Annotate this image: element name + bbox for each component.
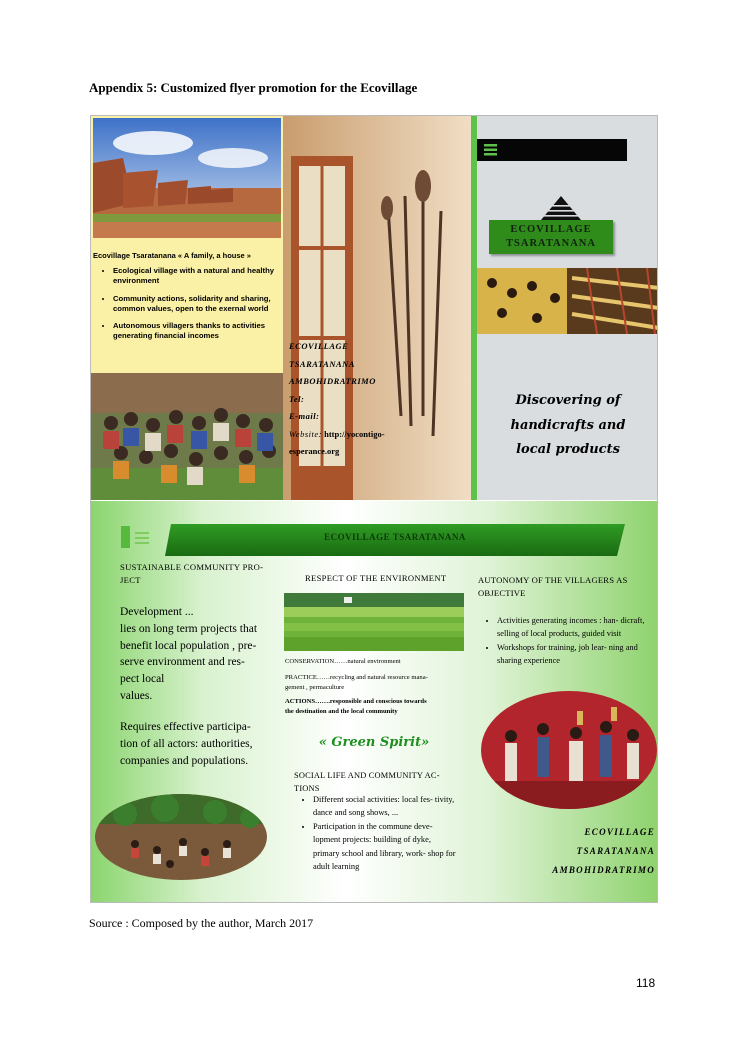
social-bullet-list [295,793,459,873]
tel-label: Tel: [289,393,305,404]
bullet-item: • Community actions, solidarity and sharing, common values, open to the exernal world [113,294,281,315]
group-photo [91,373,283,500]
menu-icon [484,143,497,156]
signature-line1: ECOVILLAGE [584,827,655,837]
col1-heading [120,561,270,587]
bullet-item: • Ecological village with a natural and healthy environment [113,266,281,287]
bullet-item: • Autonomous villagers thanks to activities generating financial incomes [113,321,281,342]
text-line: PRACTICE……recycling and natural resource mana- [285,674,428,681]
discover-line1: Discovering of [515,393,621,408]
bullet-item: • Activities generating incomes : han- dicraft, selling of local products, guided visit [497,614,649,641]
logo-text-line2: TSARATANANA [506,238,596,249]
text-line: gement , permaculture [285,684,345,692]
text-line: Development ... [120,606,194,618]
logo-text-line1: ECOVILLAGE [510,224,592,235]
text-line: ACTIONS…….responsible and conscious towards [285,698,427,705]
village-houses-photo [93,118,281,238]
col1-paragraph1 [120,604,275,705]
garden-workers-photo [95,794,267,880]
panel-title: Ecovillage Tsaratanana « A family, a house » [93,251,251,260]
text-line: tion of all actors: authorities, [120,737,253,750]
text-line: pect local [120,673,165,686]
text-line: lies on long term projects that [120,622,258,635]
accent-bar [121,526,130,548]
flyer-bottom-panel [91,501,658,903]
conservation-text: CONSERVATION……natural environment [285,658,401,665]
top-bar [477,139,627,161]
page-number: 118 [636,976,656,990]
col2-heading: RESPECT OF THE ENVIRONMENT [305,573,447,583]
text-line: the destination and the local community [285,708,398,716]
text-line: benefit local population , pre- [120,639,257,652]
col3-heading [478,574,648,600]
text-line: serve environment and res- [120,656,245,669]
rice-fields-photo [284,593,464,651]
discover-line2: handicrafts and [510,417,626,433]
source-caption: Source : Composed by the author, March 2017 [89,916,314,930]
dancers-photo [481,691,657,809]
page-title: Appendix 5: Customized flyer promotion for the Ecovillage [89,80,418,95]
social-heading [294,769,464,795]
contact-name-line1: ECOVILLAGE [289,341,349,351]
flyer [90,115,658,903]
col3-heading-line2: OBJECTIVE [478,588,526,598]
banner-title: ECOVILLAGE TSARATANANA [324,532,466,542]
discover-heading [483,389,653,463]
bullet-item: • Participation in the commune deve- lopment projects: building of dyke, primary school and library, work- shop for adult learning [313,820,459,874]
bullet-item: • Different social activities: local fes- tivity, dance and song shows, ... [313,793,459,820]
col1-heading-line2: JECT [120,575,141,585]
discover-line3: local products [516,442,620,457]
bullet-item: • Workshops for training, job lear- ning and sharing experience [497,641,649,668]
email-label: E-mail: [289,411,320,421]
signature-line3: AMBOHIDRATRIMO [552,865,655,875]
green-spirit-slogan: « Green Spirit» [318,735,430,750]
social-heading-line2: TIONS [294,784,320,793]
flyer-panel-right [477,116,658,500]
actions-text [285,697,465,718]
col1-paragraph2 [120,719,275,769]
contact-block [289,338,474,461]
website-value-line2[interactable]: esperance.org [289,446,340,456]
flyer-panel-left [91,116,283,500]
ecovillage-name-box [489,220,613,254]
signature-line2: TSARATANANA [576,846,655,856]
contact-name-line3: AMBOHIDRATRIMO [289,376,376,386]
practice-text [285,673,465,694]
ecovillage-signature [521,823,655,880]
text-line: companies and populations. [120,754,249,767]
text-line: Requires effective participa- [120,721,251,733]
menu-icon [135,532,149,544]
ecovillage-logo-icon [541,196,581,220]
contact-name-line2: TSARATANANA [289,358,355,369]
website-label: Website: [289,428,322,439]
flyer-panel-middle [283,116,475,500]
col3-heading-line1: AUTONOMY OF THE VILLAGERS AS [478,575,628,585]
panel-bullet-list [93,266,281,349]
col1-heading-line1: SUSTAINABLE COMMUNITY PRO- [120,562,264,572]
handicrafts-photo [477,268,658,334]
autonomy-bullet-list [477,614,649,668]
social-heading-line1: SOCIAL LIFE AND COMMUNITY AC- [294,771,440,780]
website-value[interactable]: http://yocontigo- [324,428,385,439]
website-line [289,426,474,444]
text-line: values. [120,689,153,702]
